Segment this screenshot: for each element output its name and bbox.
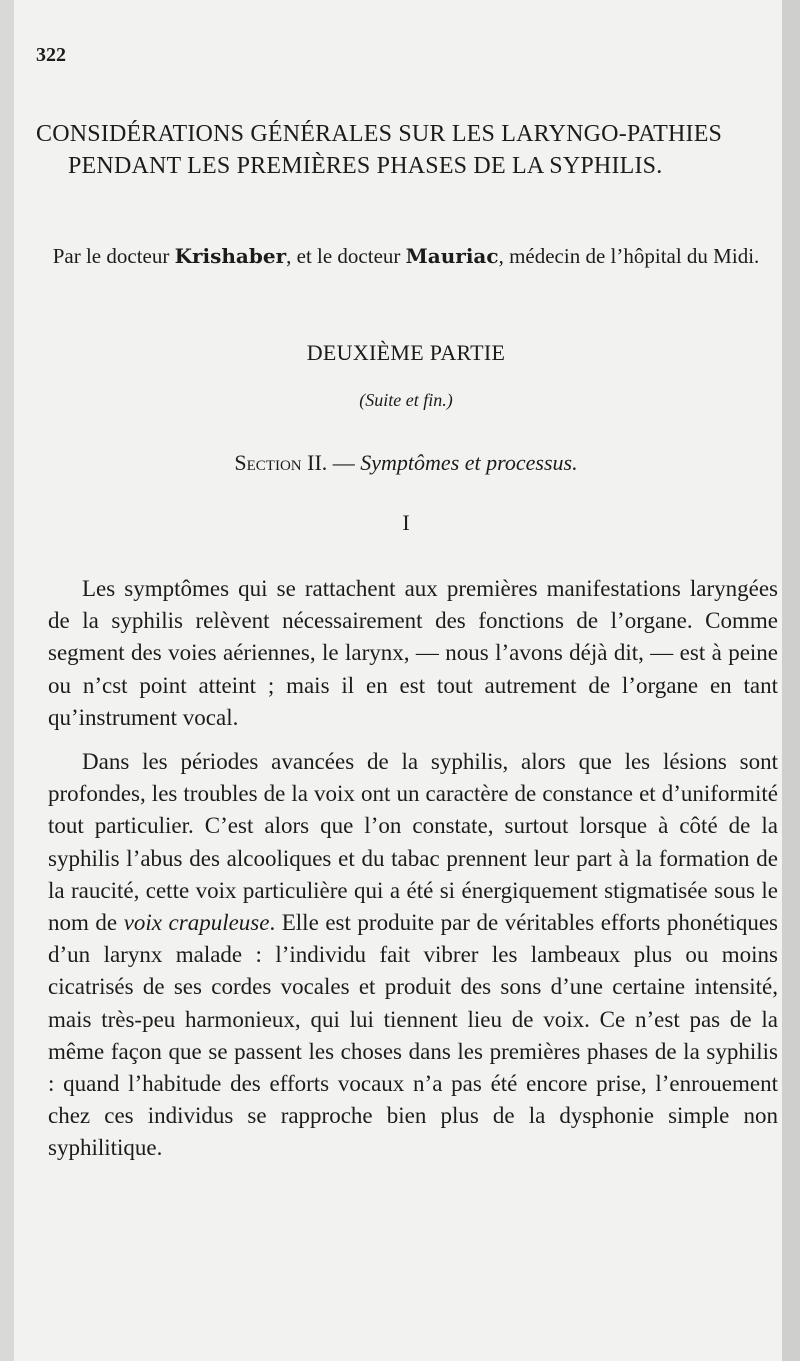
subsection-number: I (402, 510, 410, 535)
author-mauriac: Mauriac (405, 244, 499, 268)
paragraph-2 (48, 746, 778, 1165)
part-heading: DEUXIÈME PARTIE (306, 340, 506, 365)
page-number: 322 (36, 44, 66, 66)
paragraph-2-italic-term: voix crapuleuse (123, 910, 270, 936)
section-label: Section II. (234, 450, 328, 475)
body-text (48, 573, 778, 1177)
paragraph-2-end: . Elle est produite par de véritables efforts phonétiques d’un larynx malade : l’individu fait vibrer les lambeaux plus ou moins cicatrisés de ses cordes vocales et produit des sons d’une certaine intensité, mais très-peu harmonieux, qui lui tiennent lieu de voix. Ce n’est pas de la même façon que se passent les choses dans les premières phases de la syphilis : quand l’habitude des efforts vocaux n’a pas été encore prise, l’enrouement chez ces individus se rapproche bien plus de la dysphonie simple non syphilitique. (48, 910, 778, 1161)
paragraph-2-start: Dans les périodes avancées de la syphilis, alors que les lésions sont profondes, les troubles de la voix ont un caractère de constance et d’uniformité tout particulier. C’est alors que l’on constate, surtout lorsque à côté de la syphilis l’abus des alcooliques et du tabac prennent leur part à la formation de la raucité, cette voix particulière qui a été si énergiquement stigmatisée sous le nom de (48, 749, 778, 936)
authors-middle: , et le docteur (286, 244, 406, 268)
part-subheading: (Suite et fin.) (359, 390, 453, 410)
authors-prefix: Par le docteur (52, 244, 175, 268)
authors-line (36, 240, 776, 272)
paragraph-1: Les symptômes qui se rattachent aux premières manifestations laryngées de la syphilis relèvent nécessairement des fonctions de l’organe. Comme segment des voies aériennes, le larynx, — nous l’avons déjà dit, — est à peine ou n’cst point atteint ; mais il en est tout autrement de l’organe en tant qu’instrument vocal. (48, 576, 778, 730)
section-title: Symptômes et processus. (360, 450, 578, 475)
section-heading (36, 450, 776, 476)
section-dash: — (327, 450, 361, 475)
author-krishaber: Krishaber (174, 244, 287, 268)
article-title: CONSIDÉRATIONS GÉNÉRALES SUR LES LARYNGO-PATHIES PENDANT LES PREMIÈRES PHASES DE LA SYPHILIS. (36, 121, 723, 179)
authors-suffix: , médecin de l’hôpital du Midi. (498, 244, 760, 268)
